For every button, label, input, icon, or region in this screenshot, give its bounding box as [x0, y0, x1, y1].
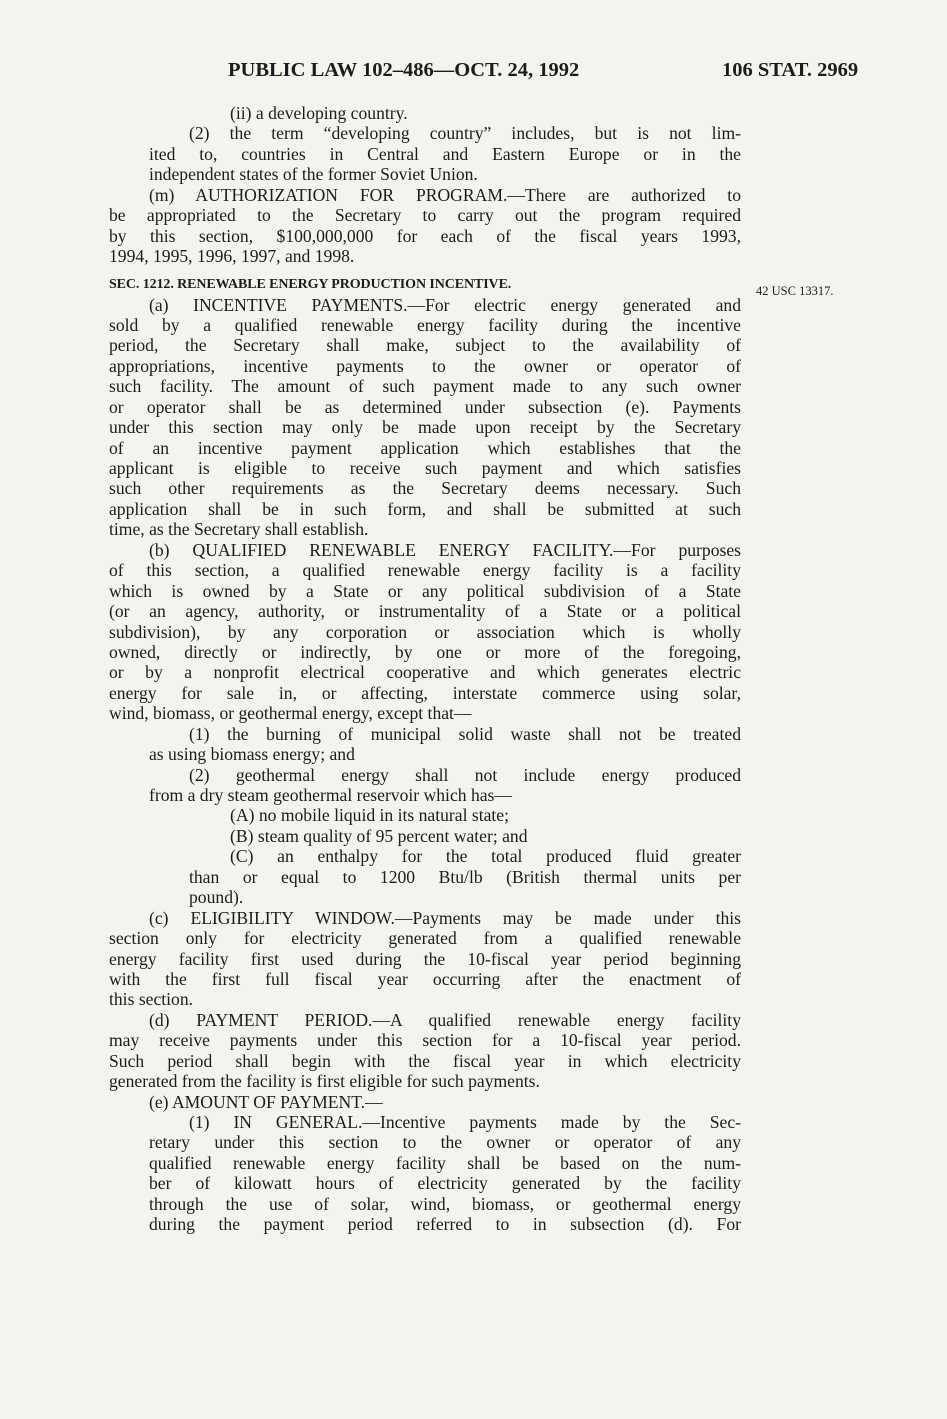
text-line: retary under this section to the owner or operator of any — [149, 1132, 741, 1153]
text-line: (e) AMOUNT OF PAYMENT.— — [149, 1091, 383, 1112]
text-line: which is owned by a State or any political subdivision of a State — [109, 580, 741, 601]
text-line: energy for sale in, or affecting, interstate commerce using solar, — [109, 682, 741, 703]
text-line: (or an agency, authority, or instrumentality of a State or a political — [109, 601, 741, 622]
text-line: (2) the term “developing country” includes, but is not lim- — [189, 123, 741, 144]
text-line: such other requirements as the Secretary deems necessary. Such — [109, 478, 741, 499]
text-line: as using biomass energy; and — [149, 744, 355, 765]
text-line: pound). — [189, 887, 244, 908]
text-line: may receive payments under this section for a 10-fiscal year period. — [109, 1030, 741, 1051]
text-line: by this section, $100,000,000 for each of the fiscal years 1993, — [109, 225, 741, 246]
text-line: (c) ELIGIBILITY WINDOW.—Payments may be made under this — [149, 907, 741, 928]
text-line: under this section may only be made upon receipt by the Secretary — [109, 417, 741, 438]
text-line: of this section, a qualified renewable energy facility is a facility — [109, 560, 741, 581]
text-line: this section. — [109, 989, 194, 1010]
text-line: generated from the facility is first eligible for such payments. — [109, 1071, 540, 1092]
text-line: subdivision), by any corporation or association which is wholly — [109, 621, 741, 642]
text-line: energy facility first used during the 10-fiscal year period beginning — [109, 948, 741, 969]
text-line: than or equal to 1200 Btu/lb (British thermal units per — [189, 866, 741, 887]
text-line: be appropriated to the Secretary to carry out the program required — [109, 205, 741, 226]
text-line: or by a nonprofit electrical cooperative and which generates electric — [109, 662, 741, 683]
text-line: (d) PAYMENT PERIOD.—A qualified renewable energy facility — [149, 1009, 741, 1030]
page-header — [0, 59, 947, 89]
text-line: section only for electricity generated from a qualified renewable — [109, 928, 741, 949]
text-line: (m) AUTHORIZATION FOR PROGRAM.—There are authorized to — [149, 184, 741, 205]
text-line: (ii) a developing country. — [230, 103, 408, 123]
text-line: of an incentive payment application which establishes that the — [109, 437, 741, 458]
text-line: (1) IN GENERAL.—Incentive payments made by the Sec- — [189, 1112, 741, 1132]
text-line: applicant is eligible to receive such payment and which satisfies — [109, 458, 741, 478]
text-line: (B) steam quality of 95 percent water; and — [230, 825, 528, 846]
text-line: application shall be in such form, and shall be submitted at such — [109, 498, 741, 519]
text-line: such facility. The amount of such payment made to any such owner — [109, 376, 741, 397]
text-line: (A) no mobile liquid in its natural state; — [230, 805, 510, 826]
header-citation: PUBLIC LAW 102–486—OCT. 24, 1992 — [228, 59, 580, 81]
text-line: during the payment period referred to in subsection (d). For — [149, 1214, 741, 1235]
text-line: ited to, countries in Central and Eastern Europe or in the — [149, 143, 741, 164]
text-line: period, the Secretary shall make, subject to the availability of — [109, 335, 741, 356]
section-heading: SEC. 1212. RENEWABLE ENERGY PRODUCTION INCENTIVE. — [109, 276, 512, 292]
margin-citation: 42 USC 13317. — [756, 284, 834, 298]
text-line: (1) the burning of municipal solid waste shall not be treated — [189, 723, 741, 744]
text-line: 1994, 1995, 1996, 1997, and 1998. — [109, 246, 355, 267]
text-line: or operator shall be as determined under subsection (e). Payments — [109, 396, 741, 417]
header-stat-page: 106 STAT. 2969 — [722, 59, 859, 81]
text-line: ber of kilowatt hours of electricity generated by the facility — [149, 1173, 741, 1194]
text-line: through the use of solar, wind, biomass, or geothermal energy — [149, 1193, 741, 1214]
text-line: Such period shall begin with the fiscal year in which electricity — [109, 1050, 741, 1071]
text-line: (a) INCENTIVE PAYMENTS.—For electric energy generated and — [149, 294, 741, 315]
body-text — [109, 103, 741, 1235]
text-line: wind, biomass, or geothermal energy, except that— — [109, 703, 472, 724]
text-line: owned, directly or indirectly, by one or more of the foregoing, — [109, 641, 741, 662]
text-line: time, as the Secretary shall establish. — [109, 519, 369, 540]
text-line: (C) an enthalpy for the total produced fluid greater — [230, 846, 741, 867]
text-line: qualified renewable energy facility shall be based on the num- — [149, 1152, 741, 1173]
text-line: (2) geothermal energy shall not include energy produced — [189, 764, 741, 785]
text-line: from a dry steam geothermal reservoir which has— — [149, 785, 512, 805]
text-line: with the first full fiscal year occurring after the enactment of — [109, 968, 741, 989]
text-line: sold by a qualified renewable energy facility during the incentive — [109, 314, 741, 335]
text-line: appropriations, incentive payments to the owner or operator of — [109, 355, 741, 376]
text-line: independent states of the former Soviet Union. — [149, 164, 478, 185]
text-line: (b) QUALIFIED RENEWABLE ENERGY FACILITY.—For purposes — [149, 539, 741, 560]
